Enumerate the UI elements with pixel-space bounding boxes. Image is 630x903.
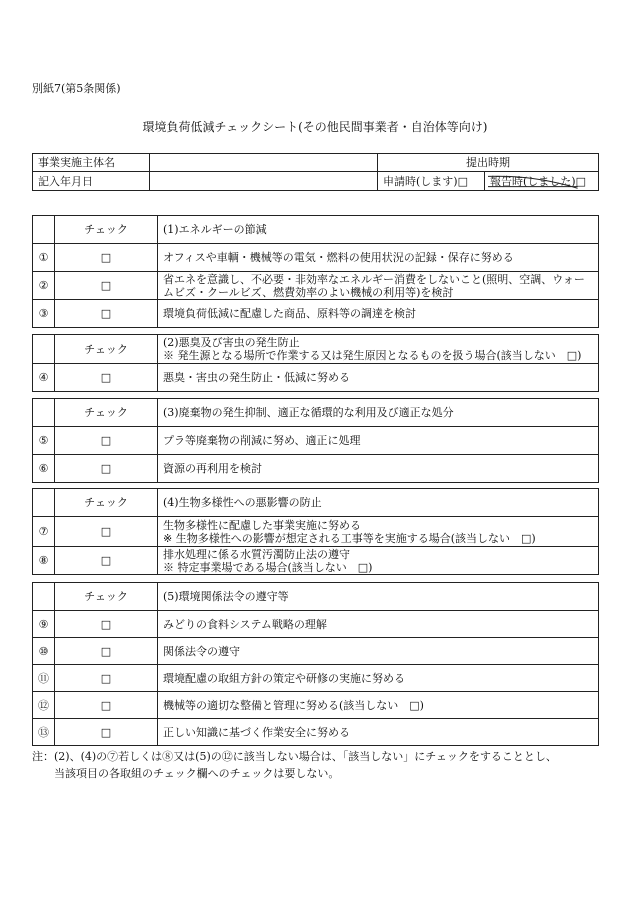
item-text: 悪臭・害虫の発生防止・低減に努める: [158, 364, 599, 392]
blank-cell: [33, 489, 55, 517]
item-text: 関係法令の遵守: [158, 638, 599, 665]
section-title: (5)環境関係法令の遵守等: [158, 583, 599, 611]
check-header: チェック: [55, 216, 158, 244]
item-number: ⑬: [33, 719, 55, 746]
item-number: ⑫: [33, 692, 55, 719]
blank-cell: [33, 335, 55, 364]
section-title: (4)生物多様性への悪影響の防止: [158, 489, 599, 517]
check-header: チェック: [55, 489, 158, 517]
item-number: ③: [33, 300, 55, 328]
item-checkbox[interactable]: □: [55, 427, 158, 455]
entity-label: 事業実施主体名: [33, 154, 150, 172]
page-title: 環境負荷低減チェックシート(その他民間事業者・自治体等向け): [142, 120, 488, 134]
section-title: (3)廃棄物の発生抑制、適正な循環的な利用及び適正な処分: [158, 399, 599, 427]
item-text: みどりの食料システム戦略の理解: [158, 611, 599, 638]
item-number: ⑤: [33, 427, 55, 455]
section-legal: [32, 582, 599, 746]
item-number: ⑪: [33, 665, 55, 692]
item-checkbox[interactable]: □: [55, 719, 158, 746]
item-text: プラ等廃棄物の削減に努め、適正に処理: [158, 427, 599, 455]
check-header: チェック: [55, 583, 158, 611]
section-title: (1)エネルギーの節減: [158, 216, 599, 244]
item-checkbox[interactable]: □: [55, 665, 158, 692]
footnote-line-2: 当該項目の各取組のチェック欄へのチェックは要しない。: [54, 767, 340, 780]
report-label-struck: [490, 175, 576, 188]
date-field[interactable]: [150, 172, 378, 191]
item-checkbox[interactable]: □: [55, 364, 158, 392]
item-checkbox[interactable]: □: [55, 692, 158, 719]
check-header: チェック: [55, 399, 158, 427]
item-checkbox[interactable]: □: [55, 300, 158, 328]
apply-checkbox[interactable]: □: [457, 174, 468, 188]
report-checkbox[interactable]: □: [575, 174, 586, 188]
item-text: 正しい知識に基づく作業安全に努める: [158, 719, 599, 746]
item-number: ⑩: [33, 638, 55, 665]
item-text: 環境配慮の取組方針の策定や研修の実施に努める: [158, 665, 599, 692]
item-text: 排水処理に係る水質汚濁防止法の遵守 ※ 特定事業場である場合(該当しない □): [158, 547, 599, 575]
apply-label: 申請時(します): [383, 174, 458, 188]
info-table: [32, 153, 599, 191]
item-number: ⑨: [33, 611, 55, 638]
blank-cell: [33, 399, 55, 427]
attachment-label: 別紙7(第5条関係): [32, 82, 121, 95]
submission-label: 提出時期: [378, 154, 599, 172]
item-text: 生物多様性に配慮した事業実施に努める ※ 生物多様性への影響が想定される工事等を実施する場合(該当しない □): [158, 517, 599, 547]
item-text: 資源の再利用を検討: [158, 455, 599, 483]
item-text: 機械等の適切な整備と管理に努める(該当しない □): [158, 692, 599, 719]
footnote-line-1: 注：(2)、(4)の⑦若しくは⑧又は(5)の⑫に該当しない場合は、「該当しない」にチェックをすることとし、: [32, 750, 557, 763]
item-number: ⑧: [33, 547, 55, 575]
item-number: ⑥: [33, 455, 55, 483]
item-checkbox[interactable]: □: [55, 455, 158, 483]
item-checkbox[interactable]: □: [55, 547, 158, 575]
apply-option[interactable]: [378, 172, 485, 191]
section-odor: [32, 334, 599, 392]
section-waste: [32, 398, 599, 483]
report-option[interactable]: [485, 172, 599, 191]
report-label: 報告時(しました): [490, 174, 576, 188]
item-text: オフィスや車輌・機械等の電気・燃料の使用状況の記録・保存に努める: [158, 244, 599, 272]
date-label: 記入年月日: [33, 172, 150, 191]
item-checkbox[interactable]: □: [55, 272, 158, 300]
item-number: ⑦: [33, 517, 55, 547]
item-checkbox[interactable]: □: [55, 638, 158, 665]
section-energy: [32, 215, 599, 328]
item-text: 省エネを意識し、不必要・非効率なエネルギー消費をしないこと(照明、空調、ウォームビズ・クールビズ、燃費効率のよい機械の利用等)を検討: [158, 272, 599, 300]
item-checkbox[interactable]: □: [55, 244, 158, 272]
section-title: (2)悪臭及び害虫の発生防止 ※ 発生源となる場所で作業する又は発生原因となるものを扱う場合(該当しない □): [158, 335, 599, 364]
strike-mark: [488, 173, 578, 190]
item-number: ④: [33, 364, 55, 392]
item-checkbox[interactable]: □: [55, 611, 158, 638]
blank-cell: [33, 216, 55, 244]
check-header: チェック: [55, 335, 158, 364]
footnote: [32, 748, 602, 782]
blank-cell: [33, 583, 55, 611]
item-number: ①: [33, 244, 55, 272]
section-biodiversity: [32, 488, 599, 575]
item-checkbox[interactable]: □: [55, 517, 158, 547]
item-number: ②: [33, 272, 55, 300]
entity-field[interactable]: [150, 154, 378, 172]
item-text: 環境負荷低減に配慮した商品、原料等の調達を検討: [158, 300, 599, 328]
